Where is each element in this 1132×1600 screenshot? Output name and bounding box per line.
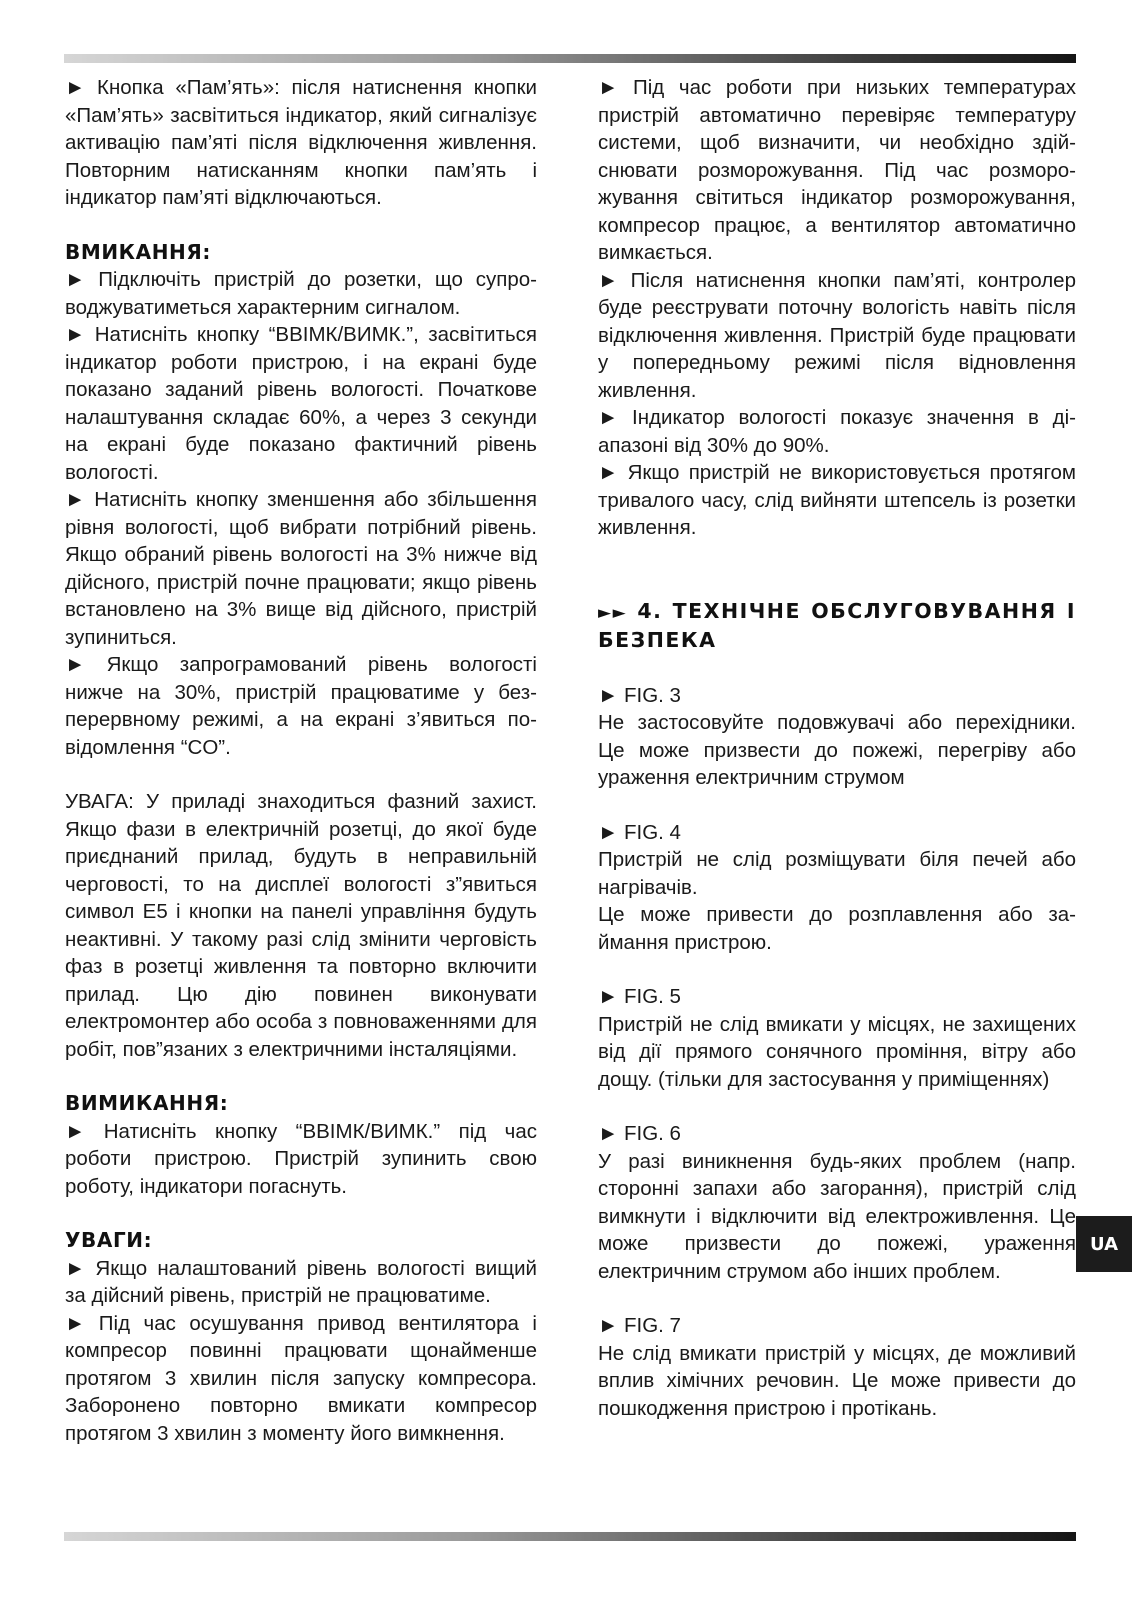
section-title: 4. ТЕХНІЧНЕ ОБСЛУГОВУВАННЯ І БЕЗПЕКА (598, 598, 1076, 652)
fig4-text: Це може привести до розплавлення або займання пристрою. (598, 903, 1076, 954)
operation-item: ► Під час роботи при низьких температурах пристрій автоматично перевіряє температуру системи, щоб визначити, чи необхідно здійснювати розморожування. Під час розморожування світиться індикатор розморожування, компресор працює, а вентилятор автоматично вимкається. (598, 76, 1076, 264)
double-arrow-icon: ►► (598, 602, 628, 623)
switch-on-item: ► Якщо запрограмований рівень вологості нижче на 30%, пристрій працюватиме у безперервному режимі, а на екрані з’явиться повідомлення “CO”. (65, 653, 537, 759)
fig7-label: ► FIG. 7 (598, 1314, 681, 1337)
fig5-label: ► FIG. 5 (598, 985, 681, 1008)
section-heading (598, 598, 1076, 655)
notes-heading: УВАГИ: (65, 1228, 153, 1252)
operation-item: ► Індикатор вологості показує значення в діапазоні від 30% до 90%. (598, 406, 1076, 457)
notes-item: ► Під час осушування привод вентилятора і компресор повинні працювати щонайменше протягом 3 хвилин після запуску компресора. Заборонено повторно вмикати компресор протягом 3 хвилин з моменту його вимкнення. (65, 1311, 537, 1445)
switch-on-item: ► Натисніть кнопку “ВВІМК/ВИМК.”, засвітиться індикатор роботи пристрою, і на екрані буде показано заданий рівень вологості. Початкове налаштування складає 60%, а через 3 секунди на екрані буде показано фактичний рівень вологості. (65, 323, 537, 484)
switch-off-heading: ВИМИКАННЯ: (65, 1091, 229, 1115)
fig6-text: У разі виникнення будь-яких проблем (напр. сторонні запахи або загорання), пристрій слід вимкнути і відключити від електроживлення. Це може призвести до пожежі, ураження електричним струмом або інших проблем. (598, 1149, 1076, 1283)
fig6-label: ► FIG. 6 (598, 1122, 681, 1145)
memory-button-paragraph: ► Кнопка «Пам’ять»: після натиснення кнопки «Пам’ять» засвітиться індикатор, який сигналізує активацію пам’яті після відключення живлення. Повторним натисканням кнопки пам’ять і індикатор пам’яті відключаються. (65, 76, 537, 209)
fig5-text: Пристрій не слід вмикати у місцях, не захищених від дії прямого сонячного проміння, вітру або дощу. (тільки для застосування у приміщеннях) (598, 1012, 1076, 1091)
phase-protection-warning: УВАГА: У приладі знаходиться фазний захист. Якщо фази в електричній розетці, до якої буде приєднаний прилад, будуть в неправильній черговості, то на дисплеї вологості з”явиться символ E5 і кнопки на панелі управління будуть неактивні. У такому разі слід змінити черговість фаз в розетці живлення та повторно включити прилад. Цю дію повинен виконувати електромонтер або особа з повноваженнями для робіт, пов”язаних з електричними інсталяціями. (65, 790, 537, 1061)
notes-item: ► Якщо налаштований рівень вологості вищий за дійсний рівень, пристрій не працюватиме. (65, 1256, 537, 1307)
switch-on-item: ► Натисніть кнопку зменшення або збільшення рівня вологості, щоб вибрати потрібний рівень. Якщо обраний рівень вологості на 3% нижче від дійсного, пристрій почне працювати; якщо рівень встановлено на 3% вище від дійсного, пристрій зупиниться. (65, 488, 537, 649)
switch-on-item: ► Підключіть пристрій до розетки, що супроводжуватиметься характерним сигналом. (65, 268, 537, 319)
right-column (598, 74, 1076, 1422)
operation-item: ► Після натиснення кнопки пам’яті, контролер буде реєструвати поточну вологість навіть після відключення живлення. Пристрій буде працювати у попередньому режимі після відновлення живлення. (598, 268, 1076, 402)
fig7-text: Не слід вмикати пристрій у місцях, де можливий вплив хімічних речовин. Це може привести до пошкодження пристрою і протікань. (598, 1341, 1076, 1420)
fig4-label: ► FIG. 4 (598, 820, 681, 844)
operation-item: ► Якщо пристрій не використовується протягом тривалого часу, слід вийняти штепсель із розетки живлення. (598, 461, 1076, 539)
switch-on-heading: ВМИКАННЯ: (65, 239, 211, 264)
switch-off-item: ► Натисніть кнопку “ВВІМК/ВИМК.” під час роботи пристрою. Пристрій зупинить свою роботу, індикатори погаснуть. (65, 1119, 537, 1198)
left-column (65, 74, 537, 1447)
top-rule (64, 54, 1076, 63)
language-tab: UA (1076, 1216, 1132, 1272)
fig3-text: Не застосовуйте подовжувачі або перехідники. Це може призвести до пожежі, перегріву або ураження електричним струмом (598, 711, 1076, 789)
fig3-label: ► FIG. 3 (598, 683, 681, 707)
fig4-text: Пристрій не слід розміщувати біля печей або нагрівачів. (598, 848, 1076, 899)
bottom-rule (64, 1532, 1076, 1541)
